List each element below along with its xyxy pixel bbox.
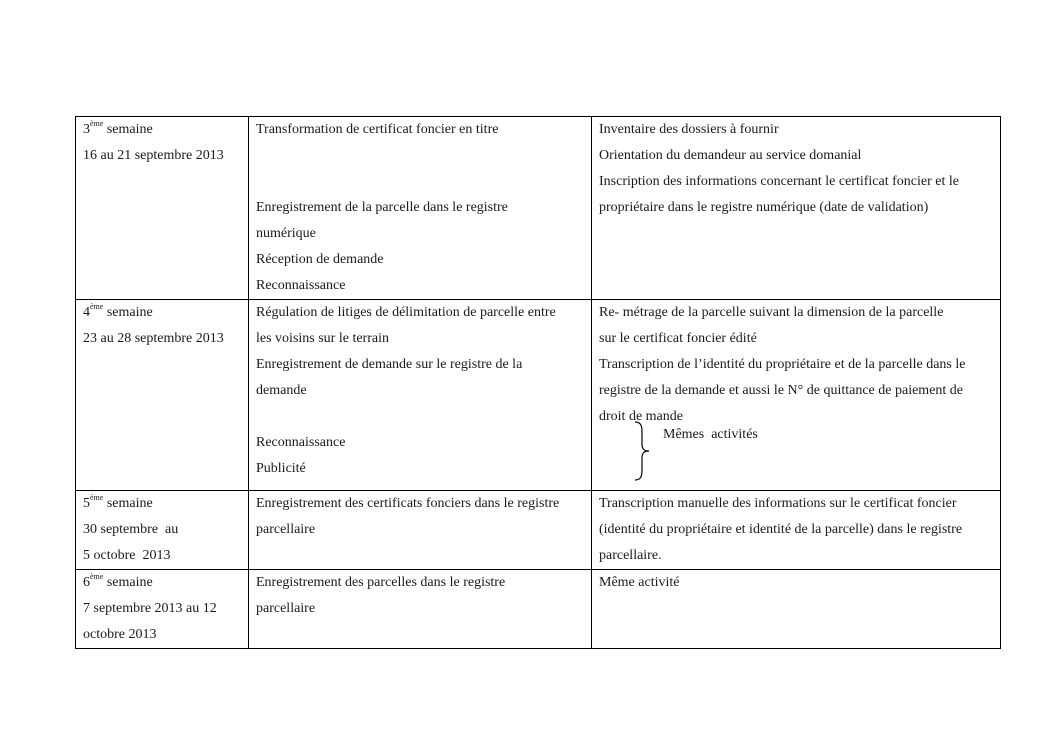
- week-dates: 23 au 28 septembre 2013: [83, 331, 224, 346]
- activity-line: Orientation du demandeur au service domanial: [599, 148, 862, 163]
- same-activities-label: Mêmes activités: [663, 427, 758, 442]
- activity-line: (identité du propriétaire et identité de la parcelle) dans le registre: [599, 522, 963, 537]
- schedule-table: [75, 116, 1001, 649]
- week-cell: [76, 117, 249, 300]
- task-line: Régulation de litiges de délimitation de parcelle entre: [256, 305, 556, 320]
- task-line: numérique: [256, 226, 316, 241]
- task-cell: [249, 300, 592, 491]
- activity-line: propriétaire dans le registre numérique (date de validation): [599, 200, 929, 215]
- task-line: les voisins sur le terrain: [256, 331, 389, 346]
- task-line: Transformation de certificat foncier en titre: [256, 122, 499, 137]
- task-line: demande: [256, 383, 307, 398]
- task-cell: [249, 117, 592, 300]
- week-cell: [76, 300, 249, 491]
- task-line: parcellaire: [256, 601, 316, 616]
- activity-line: sur le certificat foncier édité: [599, 331, 757, 346]
- table-row: [76, 491, 1001, 570]
- week-dates: 5 octobre 2013: [83, 548, 171, 563]
- activity-line: Inventaire des dossiers à fournir: [599, 122, 779, 137]
- activity-line: parcellaire.: [599, 548, 662, 563]
- activity-line: Re- métrage de la parcelle suivant la dimension de la parcelle: [599, 305, 944, 320]
- week-label: 5ème semaine: [83, 493, 153, 511]
- task-line: Reconnaissance: [256, 278, 346, 293]
- activity-line: Transcription manuelle des informations sur le certificat foncier: [599, 496, 957, 511]
- week-dates: 16 au 21 septembre 2013: [83, 148, 224, 163]
- week-dates: 7 septembre 2013 au 12: [83, 601, 217, 616]
- brace-group: [599, 427, 994, 482]
- activity-cell: [592, 300, 1001, 491]
- table-row: [76, 570, 1001, 649]
- activity-line: Transcription de l’identité du propriétaire et de la parcelle dans le: [599, 357, 966, 372]
- task-line: Reconnaissance: [256, 435, 346, 450]
- week-label: 4ème semaine: [83, 302, 153, 320]
- activity-line: Même activité: [599, 575, 680, 590]
- week-cell: [76, 491, 249, 570]
- activity-cell: [592, 570, 1001, 649]
- table-row: [76, 117, 1001, 300]
- task-cell: [249, 491, 592, 570]
- task-line: Enregistrement des parcelles dans le registre: [256, 575, 506, 590]
- week-cell: [76, 570, 249, 649]
- week-dates: 30 septembre au: [83, 522, 179, 537]
- activity-cell: [592, 491, 1001, 570]
- table-row: [76, 300, 1001, 491]
- task-line: Publicité: [256, 461, 306, 476]
- activity-line: registre de la demande et aussi le N° de quittance de paiement de: [599, 383, 964, 398]
- task-line: parcellaire: [256, 522, 316, 537]
- task-line: Réception de demande: [256, 252, 384, 267]
- task-line: Enregistrement de demande sur le registre de la: [256, 357, 523, 372]
- task-cell: [249, 570, 592, 649]
- activity-cell: [592, 117, 1001, 300]
- week-label: 3ème semaine: [83, 119, 153, 137]
- task-line: Enregistrement des certificats fonciers dans le registre: [256, 496, 560, 511]
- activity-line: Inscription des informations concernant le certificat foncier et le: [599, 174, 959, 189]
- curly-brace-icon: [633, 420, 651, 482]
- week-label: 6ème semaine: [83, 572, 153, 590]
- activity-line: droit de mande: [599, 409, 683, 424]
- task-line: Enregistrement de la parcelle dans le registre: [256, 200, 508, 215]
- week-dates: octobre 2013: [83, 627, 157, 642]
